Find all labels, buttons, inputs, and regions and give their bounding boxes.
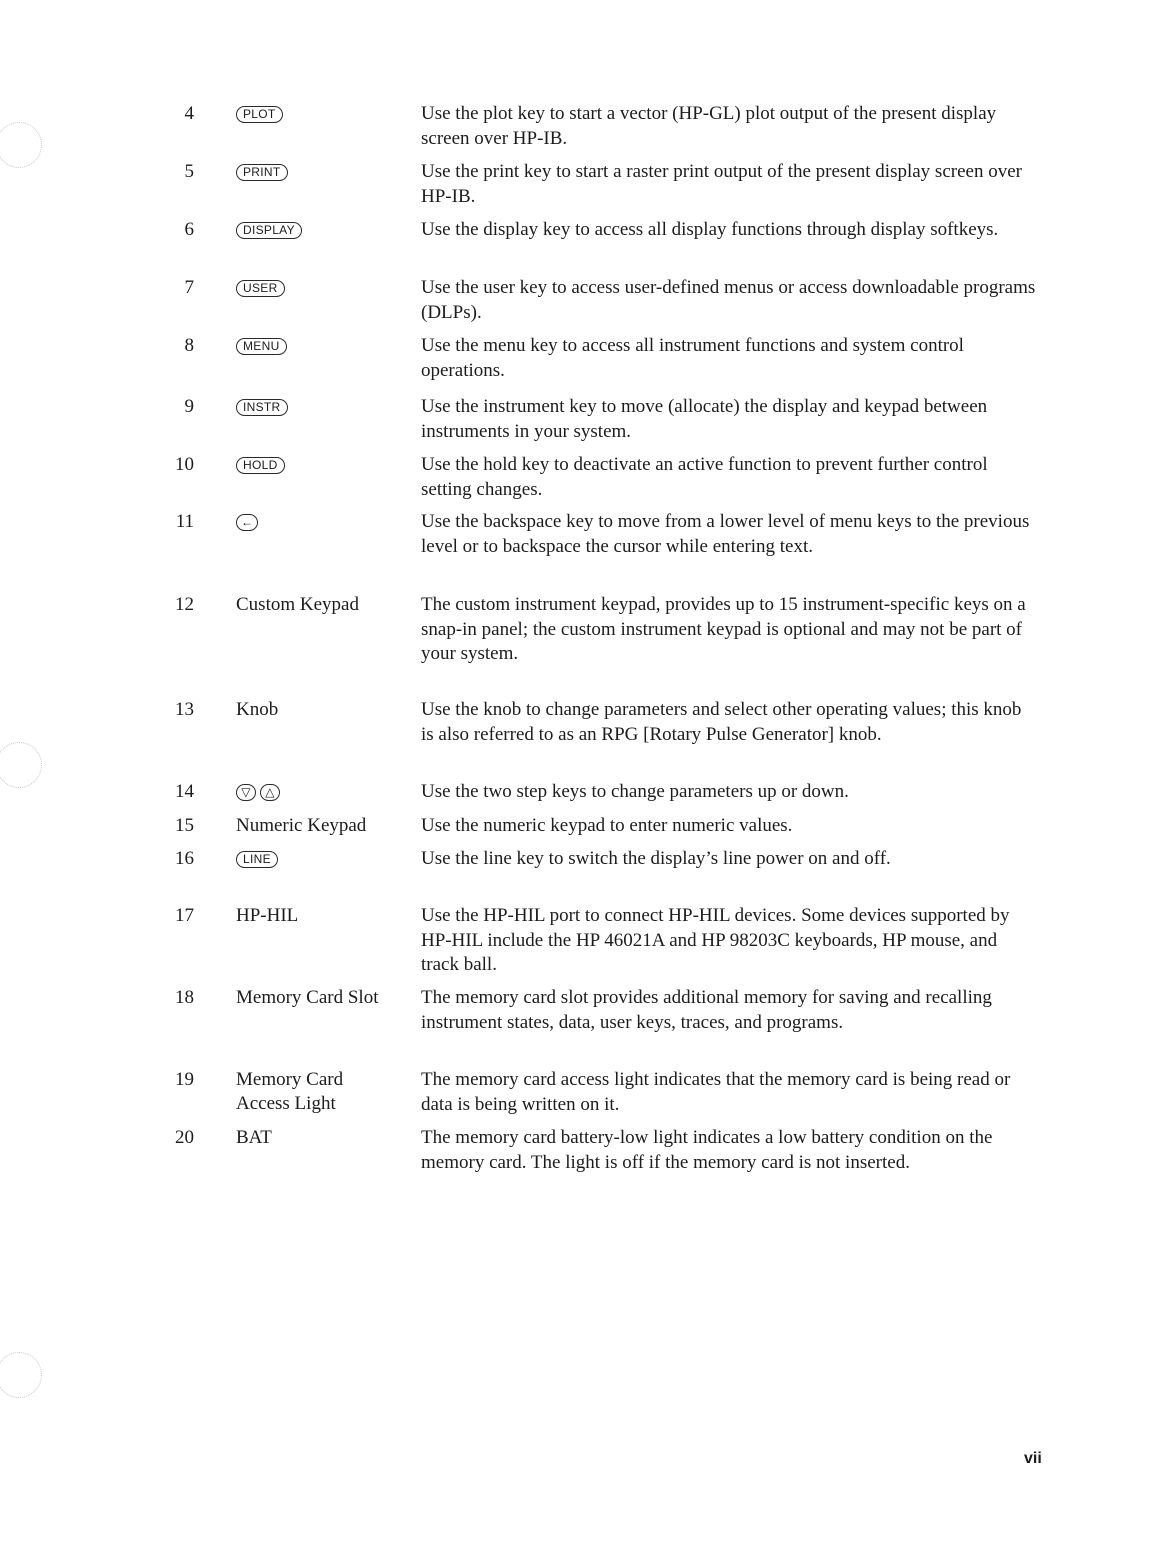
item-number: 6 <box>184 219 194 240</box>
item-label: BAT <box>236 1127 272 1148</box>
punch-hole-middle <box>0 742 42 788</box>
item-number: 17 <box>175 905 194 926</box>
item-label <box>236 453 414 477</box>
item-label <box>236 847 414 871</box>
item-description: Use the knob to change parameters and select other operating values; this knob is also referred to as an RPG [Rotary Pulse Generator] knob. <box>421 699 1022 745</box>
item-description: Use the numeric keypad to enter numeric values. <box>421 815 793 836</box>
item-description: Use the user key to access user-defined menus or access downloadable programs (DLPs). <box>421 277 1036 323</box>
item-number: 13 <box>175 699 194 720</box>
item-description: Use the backspace key to move from a lower level of menu keys to the previous level or to backspace the cursor while entering text. <box>421 511 1030 557</box>
backspace-key-icon: ← <box>236 514 258 531</box>
menu-key: MENU <box>236 338 287 355</box>
item-number: 4 <box>184 103 194 124</box>
item-label: Memory Card Slot <box>236 987 379 1008</box>
item-number: 20 <box>175 1127 194 1148</box>
item-description: Use the display key to access all display functions through display softkeys. <box>421 219 999 240</box>
item-number: 7 <box>184 277 194 298</box>
item-description: Use the instrument key to move (allocate) the display and keypad between instruments in your system. <box>421 396 988 442</box>
item-description: Use the line key to switch the display’s line power on and off. <box>421 848 891 869</box>
item-description: The memory card access light indicates that the memory card is being read or data is being written on it. <box>421 1069 1011 1115</box>
item-description: The memory card battery-low light indicates a low battery condition on the memory card. The light is off if the memory card is not inserted. <box>421 1127 993 1173</box>
step-down-key-icon: ▽ <box>236 784 256 801</box>
item-number: 8 <box>184 335 194 356</box>
item-description: Use the HP-HIL port to connect HP-HIL devices. Some devices supported by HP-HIL include the HP 46021A and HP 98203C keyboards, HP mouse, and track ball. <box>421 905 1010 975</box>
punch-hole-bottom <box>0 1352 42 1398</box>
item-label <box>236 160 414 184</box>
line-key: LINE <box>236 851 278 868</box>
item-label <box>236 510 414 534</box>
item-label <box>236 780 414 804</box>
item-number: 11 <box>175 511 194 532</box>
item-number: 18 <box>175 987 194 1008</box>
item-label <box>236 334 414 358</box>
item-description: Use the two step keys to change parameters up or down. <box>421 781 849 802</box>
item-number: 12 <box>175 594 194 615</box>
item-label <box>236 102 414 126</box>
item-number: 5 <box>184 161 194 182</box>
item-description: Use the hold key to deactivate an active function to prevent further control setting changes. <box>421 454 988 500</box>
item-number: 14 <box>175 781 194 802</box>
item-number: 10 <box>175 454 194 475</box>
item-label: Numeric Keypad <box>236 815 367 836</box>
item-label <box>236 395 414 419</box>
item-description: Use the plot key to start a vector (HP-GL) plot output of the present display screen over HP-IB. <box>421 103 997 149</box>
item-label: Custom Keypad <box>236 594 359 615</box>
instr-key: INSTR <box>236 399 288 416</box>
user-key: USER <box>236 280 285 297</box>
print-key: PRINT <box>236 164 288 181</box>
punch-hole-top <box>0 122 42 168</box>
item-description: Use the menu key to access all instrument functions and system control operations. <box>421 335 964 381</box>
step-up-key-icon: △ <box>260 784 280 801</box>
item-label: Knob <box>236 699 279 720</box>
item-number: 15 <box>175 815 194 836</box>
page-number: vii <box>1024 1450 1042 1467</box>
plot-key: PLOT <box>236 106 283 123</box>
item-number: 16 <box>175 848 194 869</box>
display-key: DISPLAY <box>236 222 302 239</box>
item-label: HP-HIL <box>236 905 299 926</box>
item-number: 19 <box>175 1069 194 1090</box>
item-label <box>236 276 414 300</box>
item-description: The custom instrument keypad, provides up to 15 instrument-specific keys on a snap-in panel; the custom instrument keypad is optional and may not be part of your system. <box>421 594 1026 664</box>
item-number: 9 <box>184 396 194 417</box>
item-label <box>236 218 414 242</box>
item-label: Memory Card Access Light <box>236 1069 344 1114</box>
hold-key: HOLD <box>236 457 285 474</box>
item-description: The memory card slot provides additional memory for saving and recalling instrument states, data, user keys, traces, and programs. <box>421 987 992 1033</box>
item-description: Use the print key to start a raster print output of the present display screen over HP-IB. <box>421 161 1022 207</box>
